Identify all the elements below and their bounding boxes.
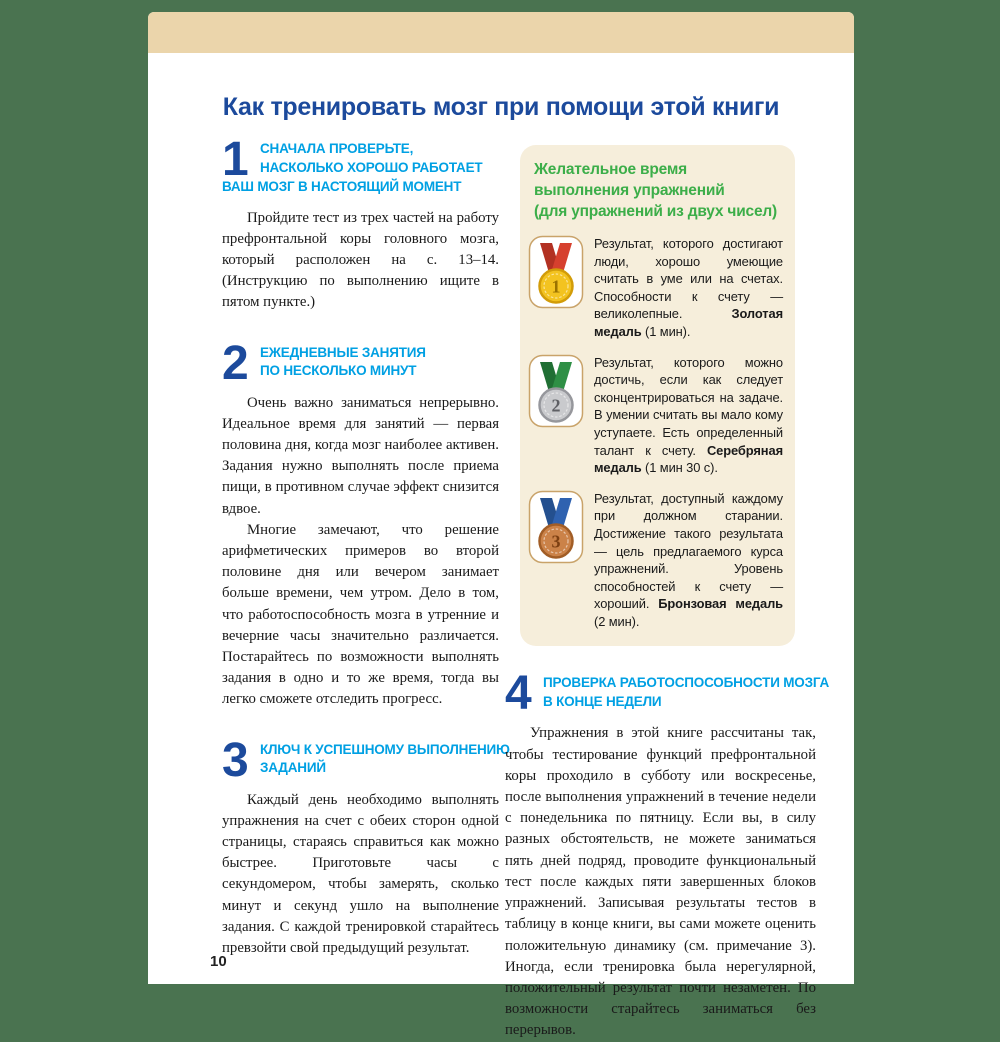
bronze-medal-icon xyxy=(528,490,584,564)
section-1 xyxy=(222,133,499,314)
section-4-heading xyxy=(505,667,829,721)
silver-time: (1 мин 30 с). xyxy=(641,460,718,476)
svg-text:2: 2 xyxy=(551,395,561,416)
section-2-heading-line: ПО НЕСКОЛЬКО МИНУТ xyxy=(260,363,417,379)
silver-medal-description xyxy=(594,354,783,477)
gold-medal-description xyxy=(594,235,783,341)
silver-medal-label: Серебряная медаль xyxy=(594,442,783,476)
bronze-time: (2 мин). xyxy=(594,613,640,629)
section-2-number: 2 xyxy=(222,336,249,390)
section-1-paragraph: Пройдите тест из трех частей на работу префронтальной коры головного мозга, который расположен на с. 13–14. (Инструкцию по выполнению ищите в пятом пункте.) xyxy=(222,209,499,311)
section-2-paragraph: Многие замечают, что решение арифметических примеров во второй половине дня или вечером занимает больше времени, чем утром. Дело в том, что работоспособность мозга в утренние и вечерние часы значительно различается. Постарайтесь по возможности выполнять задания в одно и то же время, тогда вы легко сможете отследить прогресс. xyxy=(222,521,499,708)
box-title-line: выполнения упражнений xyxy=(534,182,725,199)
target-time-box-title xyxy=(534,159,783,222)
section-4-number: 4 xyxy=(505,667,532,721)
bronze-medal-label: Бронзовая медаль xyxy=(658,596,783,612)
section-4-paragraph: Упражнения в этой книге рассчитаны так, чтобы тестирование функций префронтальной коры проходило в субботу или воскресенье, после выполнения упражнений в течение недели с понедельника по пятницу. Если вы, в силу разных обстоятельств, не можете заниматься пять дней подряд, проводите функциональный тест после каждых пяти завершенных блоков упражнений. Записывая результаты тестов в таблицу в конце книги, вы сами можете оценить положительную динамику (см. примечание 3). Иногда, если тренировка была нерегулярной, положительный результат почти незаметен. По возможности старайтесь заниматься без перерывов. xyxy=(505,725,816,1039)
target-time-box xyxy=(520,145,795,646)
page-number: 10 xyxy=(210,953,227,970)
silver-text: Результат, которого можно достичь, если как следует сконцентрироваться на задаче. В умении считать вы мало кому уступаете. Есть определенный талант к счету. xyxy=(594,354,783,458)
section-2-heading xyxy=(222,336,499,390)
section-3 xyxy=(222,733,510,960)
gold-medal-row xyxy=(528,235,783,341)
section-3-number: 3 xyxy=(222,733,249,787)
box-title-line: (для упражнений из двух чисел) xyxy=(534,203,777,220)
section-1-number: 1 xyxy=(222,133,249,186)
section-3-heading-line: КЛЮЧ К УСПЕШНОМУ ВЫПОЛНЕНИЮ xyxy=(260,741,510,757)
gold-medal-icon xyxy=(528,235,584,309)
left-column xyxy=(222,133,510,959)
svg-text:3: 3 xyxy=(551,531,561,552)
section-2-heading-line: ЕЖЕДНЕВНЫЕ ЗАНЯТИЯ xyxy=(260,344,426,360)
section-4-heading-line: В КОНЦЕ НЕДЕЛИ xyxy=(543,693,662,709)
section-3-paragraph: Каждый день необходимо выполнять упражнения на счет с обеих сторон одной страницы, стараясь справиться как можно быстрее. Приготовьте часы с секундомером, чтобы замерять, сколько минут и секунд ушло на выполнение задания. С каждой тренировкой старайтесь превзойти свой предыдущий результат. xyxy=(222,791,499,956)
gold-text: Результат, которого достигают люди, хорошо умеющие считать в уме или на счетах. Способности к счету — великолепные. xyxy=(594,236,783,322)
box-title-line: Желательное время xyxy=(534,161,687,178)
bronze-text: Результат, доступный каждому при должном старании. Достижение такого результата — цель предлагаемого курса упражнений. Уровень способностей к счету — хороший. xyxy=(594,490,783,612)
page-title: Как тренировать мозг при помощи этой книги xyxy=(222,93,780,121)
section-4 xyxy=(505,667,829,1041)
section-3-heading xyxy=(222,733,510,787)
book-page xyxy=(148,12,854,1039)
page-top-band xyxy=(148,12,854,53)
section-1-heading-line: НАСКОЛЬКО ХОРОШО РАБОТАЕТ xyxy=(260,159,483,175)
silver-medal-row xyxy=(528,354,783,477)
section-3-heading-line: ЗАДАНИЙ xyxy=(260,760,326,776)
silver-medal-icon xyxy=(528,354,584,428)
section-4-heading-line: ПРОВЕРКА РАБОТОСПОСОБНОСТИ МОЗГА xyxy=(543,675,829,691)
bronze-medal-description xyxy=(594,490,783,631)
section-2-paragraph: Очень важно заниматься непрерывно. Идеальное время для занятий — первая половина дня, когда мозг наиболее активен. Задания нужно выполнять после приема пищи, в противном случае эффект снизится вдвое. xyxy=(222,394,499,517)
gold-medal-label: Золотая медаль xyxy=(594,306,783,339)
section-2 xyxy=(222,336,499,711)
svg-text:1: 1 xyxy=(551,276,561,297)
bronze-medal-row xyxy=(528,490,783,631)
section-1-heading xyxy=(222,133,499,197)
gold-time: (1 мин). xyxy=(641,323,691,339)
right-column xyxy=(505,145,829,1042)
section-1-heading-line: СНАЧАЛА ПРОВЕРЬТЕ, xyxy=(260,141,414,156)
section-1-heading-line: ВАШ МОЗГ В НАСТОЯЩИЙ МОМЕНТ xyxy=(222,179,462,194)
